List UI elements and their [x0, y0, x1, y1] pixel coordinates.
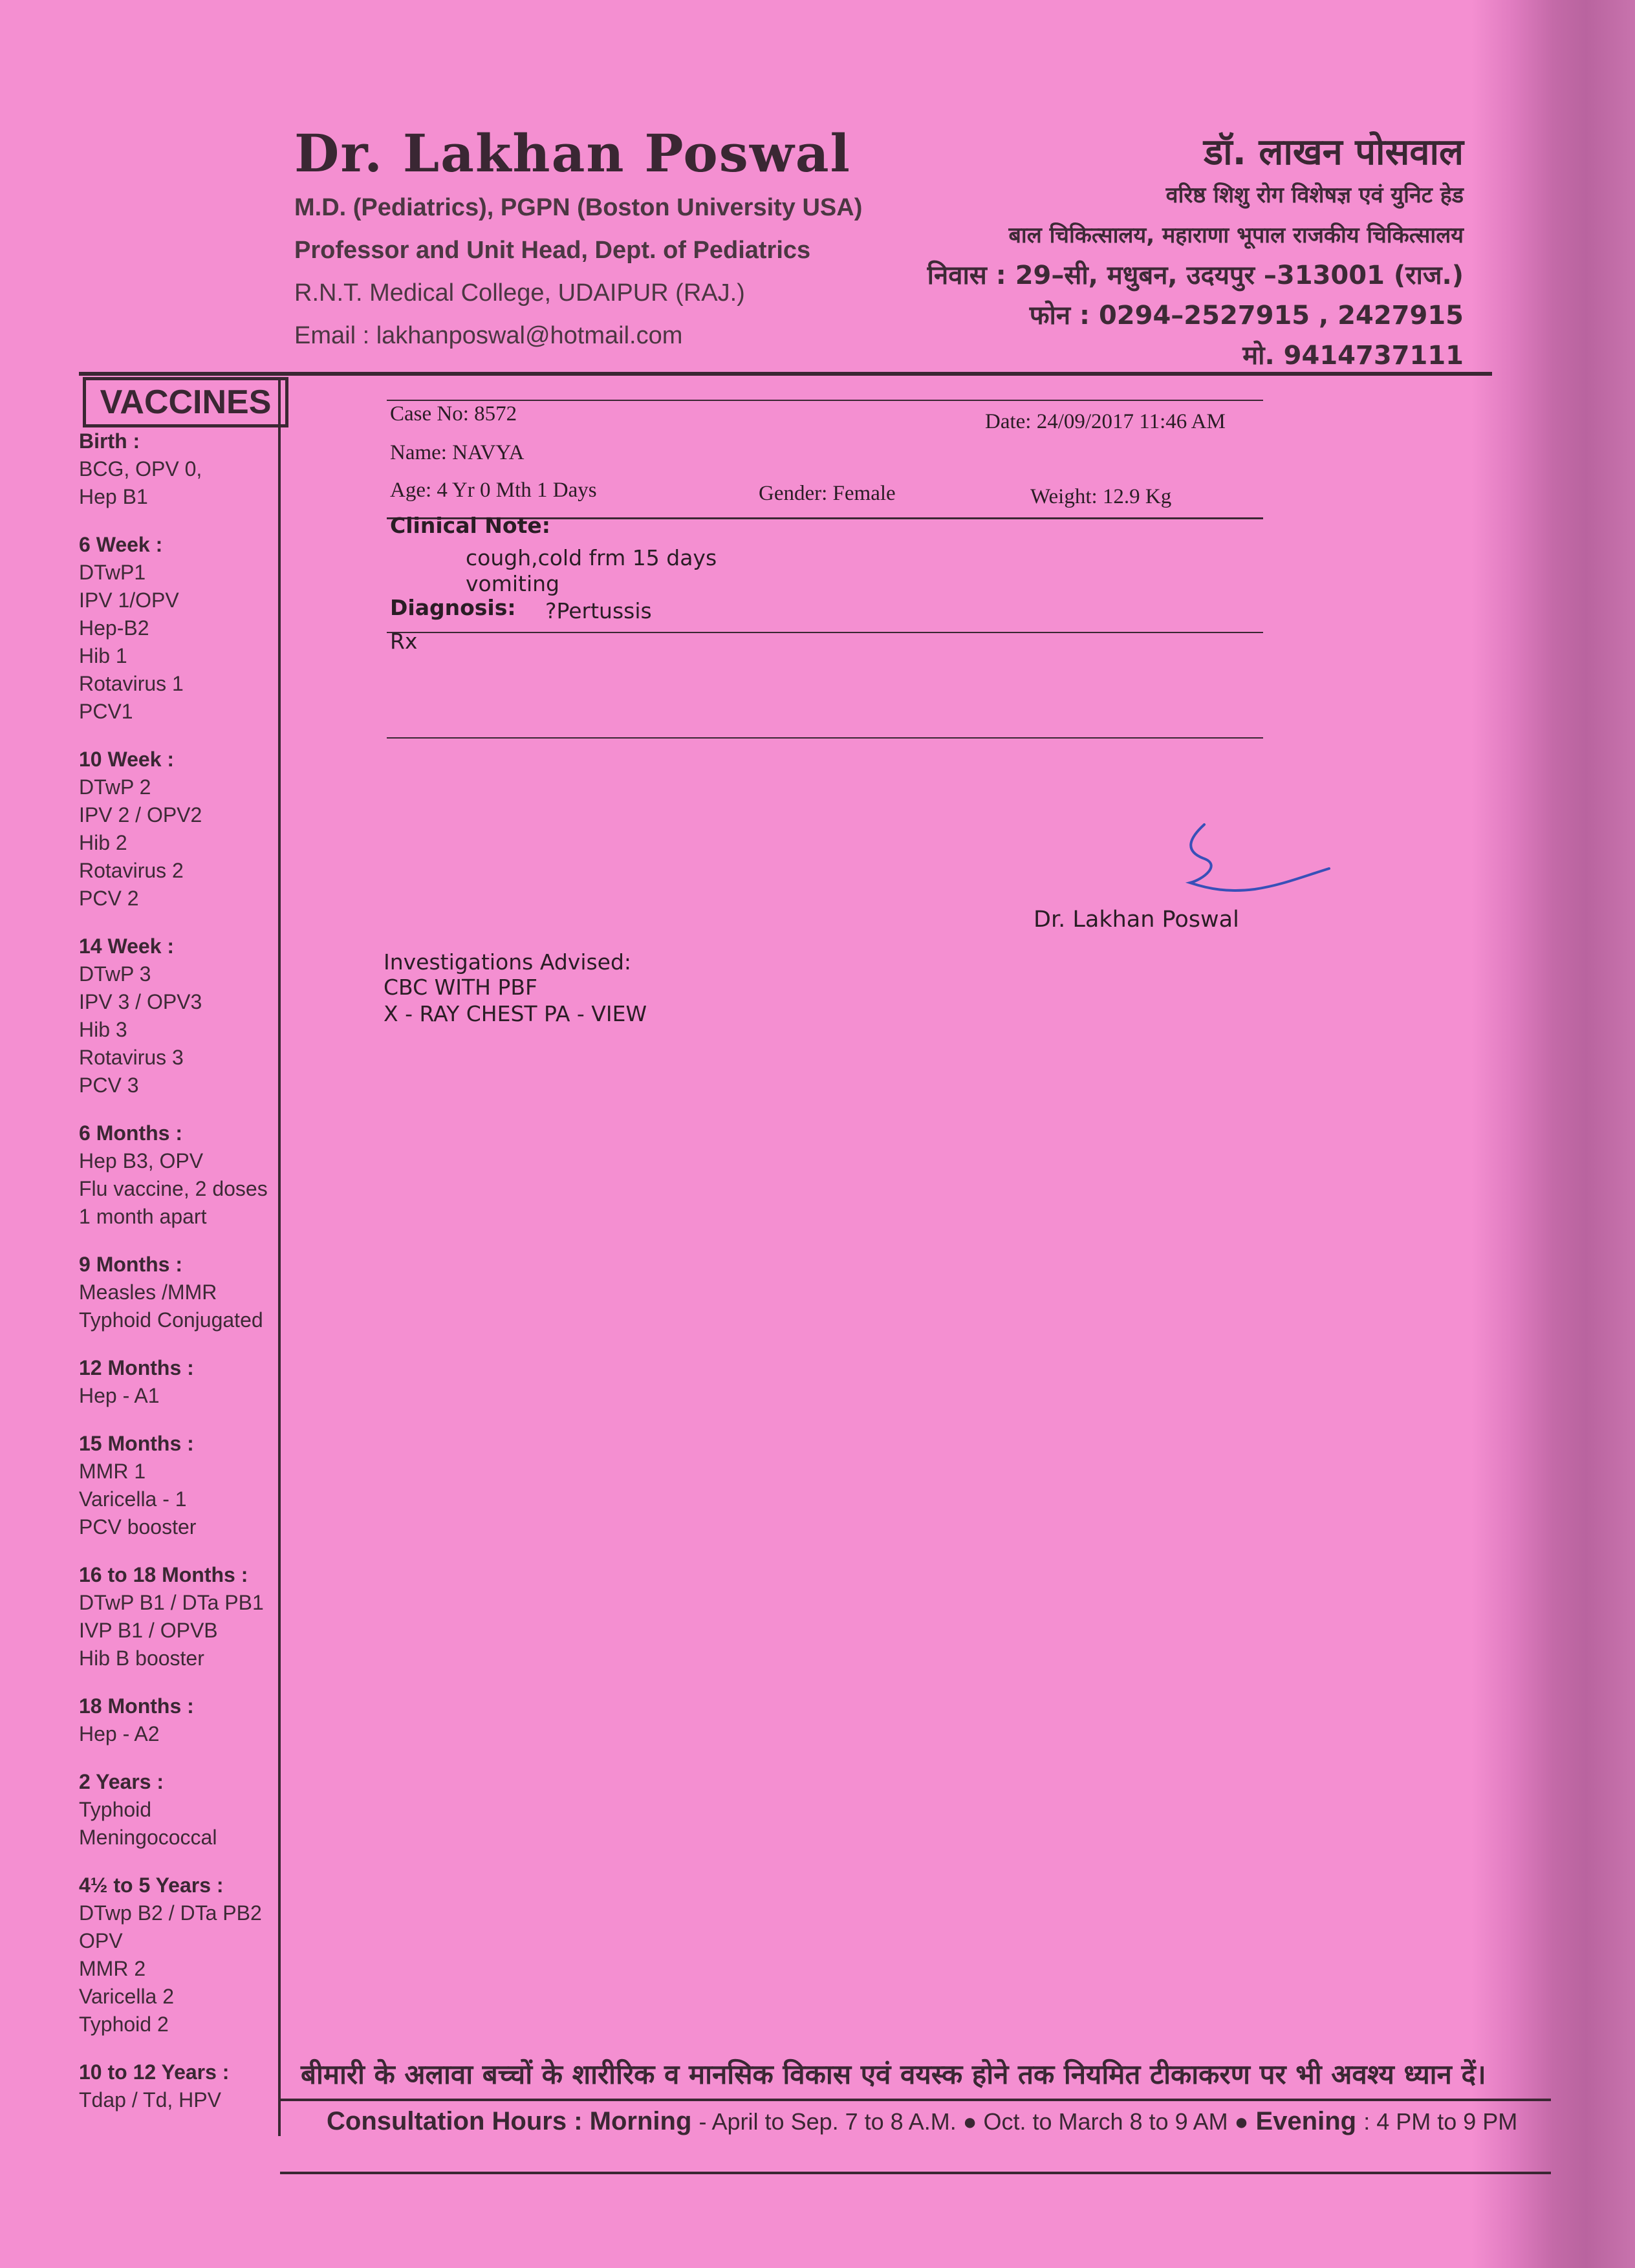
patient-name: Name: NAVYA: [390, 441, 525, 464]
vaccine-group-heading: 2 Years :: [79, 1770, 164, 1793]
hindi-designation: वरिष्ठ शिशु रोग विशेषज्ञ एवं युनिट हेड: [1165, 182, 1464, 208]
header-english: [294, 123, 862, 354]
morning-label: Morning: [589, 2107, 692, 2135]
vaccine-item: BCG, OPV 0,: [79, 457, 202, 481]
signature-name: Dr. Lakhan Poswal: [1034, 907, 1239, 933]
vaccine-item: PCV 2: [79, 887, 139, 910]
vaccine-item: DTwP B1 / DTa PB1: [79, 1591, 264, 1614]
vaccine-item: Rotavirus 3: [79, 1046, 184, 1069]
vaccine-group-heading: 6 Months :: [79, 1121, 182, 1145]
email: Email : lakhanposwal@hotmail.com: [294, 322, 683, 349]
diagnosis-value: ?Pertussis: [545, 598, 652, 623]
vaccine-group: [79, 1429, 286, 1541]
vaccine-item: PCV booster: [79, 1515, 197, 1539]
vaccine-item: Varicella - 1: [79, 1487, 187, 1511]
vaccine-group: [79, 1119, 286, 1231]
vaccine-group: [79, 1354, 286, 1410]
patient-top-rule: [387, 400, 1263, 401]
hours-label: Consultation Hours :: [327, 2107, 583, 2135]
vaccine-item: Hib 1: [79, 644, 127, 667]
vaccine-item: OPV: [79, 1929, 123, 1952]
vaccine-group: [79, 1692, 286, 1748]
vaccine-item: Typhoid: [79, 1798, 152, 1821]
doctor-name: Dr. Lakhan Poswal: [294, 123, 851, 184]
vaccine-group: [79, 1767, 286, 1852]
vaccine-item: Typhoid 2: [79, 2013, 169, 2036]
vaccine-group: [79, 1250, 286, 1334]
vaccine-item: Varicella 2: [79, 1985, 175, 2008]
vaccine-item: Flu vaccine, 2 doses: [79, 1177, 268, 1200]
header-hindi: [927, 126, 1464, 376]
vaccine-item: Hib 3: [79, 1018, 127, 1041]
morning-hours: - April to Sep. 7 to 8 A.M. ● Oct. to March 8 to 9 AM ●: [698, 2108, 1249, 2135]
vaccine-group: [79, 530, 286, 726]
investigation-item: CBC WITH PBF: [384, 975, 537, 1000]
patient-age: Age: 4 Yr 0 Mth 1 Days: [390, 479, 597, 502]
vaccine-group: [79, 745, 286, 913]
hindi-mobile: मो. 9414737111: [1242, 341, 1464, 371]
case-number: Case No: 8572: [390, 402, 517, 426]
evening-hours: : 4 PM to 9 PM: [1363, 2108, 1518, 2135]
vaccine-group: [79, 427, 286, 511]
vaccine-item: DTwP 3: [79, 962, 151, 986]
vaccine-group-heading: 10 Week :: [79, 748, 175, 771]
rx-bottom-rule: [387, 737, 1263, 739]
vaccine-item: Hep-B2: [79, 616, 149, 640]
rx-label: Rx: [390, 629, 418, 654]
vaccine-item: MMR 1: [79, 1460, 146, 1483]
vaccine-item: IPV 1/OPV: [79, 589, 179, 612]
patient-gender: Gender: Female: [759, 482, 896, 505]
footer-bottom-rule: [280, 2172, 1551, 2174]
vaccine-group-heading: 18 Months :: [79, 1694, 194, 1718]
vaccine-item: Hep B1: [79, 485, 148, 508]
vaccine-item: DTwP1: [79, 561, 146, 584]
vaccine-item: IPV 2 / OPV2: [79, 803, 202, 826]
vaccine-group-heading: 16 to 18 Months :: [79, 1563, 248, 1586]
vaccine-group-heading: 12 Months :: [79, 1356, 194, 1379]
vaccine-item: 1 month apart: [79, 1205, 207, 1228]
footer-top-rule: [280, 2099, 1551, 2101]
vaccine-item: Measles /MMR: [79, 1280, 217, 1304]
vaccine-item: Hib 2: [79, 831, 127, 854]
investigations-label: Investigations Advised:: [384, 949, 632, 975]
vaccine-group-heading: 14 Week :: [79, 934, 175, 958]
vaccine-item: DTwP 2: [79, 775, 151, 799]
header-divider: [79, 372, 1492, 376]
vaccine-item: Typhoid Conjugated: [79, 1308, 263, 1332]
vaccine-item: Hib B booster: [79, 1647, 204, 1670]
vaccine-group-heading: 15 Months :: [79, 1432, 194, 1455]
vaccine-item: Rotavirus 2: [79, 859, 184, 882]
vaccine-item: PCV1: [79, 700, 133, 723]
hindi-doctor-name: डॉ. लाखन पोसवाल: [1204, 131, 1464, 173]
vaccine-item: IVP B1 / OPVB: [79, 1619, 218, 1642]
vaccine-schedule: [79, 427, 286, 2133]
vaccine-group: [79, 2058, 286, 2114]
hindi-address: निवास : 29–सी, मधुबन, उदयपुर –313001 (राज.): [927, 261, 1464, 290]
vaccine-group-heading: 6 Week :: [79, 533, 163, 556]
vaccine-item: DTwp B2 / DTa PB2: [79, 1901, 262, 1925]
vaccine-group-heading: Birth :: [79, 429, 140, 453]
vaccine-group: [79, 932, 286, 1099]
vaccine-item: IPV 3 / OPV3: [79, 990, 202, 1013]
patient-weight: Weight: 12.9 Kg: [1030, 485, 1172, 508]
clinical-note-label: Clinical Note:: [390, 513, 550, 538]
college: R.N.T. Medical College, UDAIPUR (RAJ.): [294, 279, 745, 307]
vaccine-item: Rotavirus 1: [79, 672, 184, 695]
clinical-note-line: vomiting: [466, 571, 560, 596]
vaccine-item: MMR 2: [79, 1957, 146, 1980]
vaccine-group-heading: 9 Months :: [79, 1253, 182, 1276]
vaccine-item: Hep - A1: [79, 1384, 160, 1407]
investigation-item: X - RAY CHEST PA - VIEW: [384, 1001, 647, 1026]
vaccine-group: [79, 1871, 286, 2038]
qualification: M.D. (Pediatrics), PGPN (Boston University USA): [294, 194, 863, 221]
evening-label: Evening: [1255, 2107, 1357, 2135]
column-divider: [278, 377, 281, 2136]
hindi-hospital: बाल चिकित्सालय, महाराणा भूपाल राजकीय चिकित्सालय: [1008, 222, 1464, 248]
footer-hindi-note: बीमारी के अलावा बच्चों के शारीरिक व मानसिक विकास एवं वयस्क होने तक नियमित टीकाकरण पर भी अवश्य ध्यान दें।: [301, 2058, 1486, 2090]
visit-date: Date: 24/09/2017 11:46 AM: [985, 410, 1226, 433]
vaccine-item: Hep B3, OPV: [79, 1149, 204, 1172]
vaccine-item: Hep - A2: [79, 1722, 160, 1745]
clinical-note-line: cough,cold frm 15 days: [466, 545, 717, 570]
vaccine-item: Tdap / Td, HPV: [79, 2088, 221, 2111]
consultation-hours: [327, 2107, 1517, 2136]
vaccine-group-heading: 10 to 12 Years :: [79, 2060, 230, 2084]
vaccine-item: Meningococcal: [79, 1826, 217, 1849]
vaccines-title: VACCINES: [83, 377, 288, 427]
vaccine-item: PCV 3: [79, 1074, 139, 1097]
diagnosis-rule: [387, 632, 1263, 633]
vaccine-group: [79, 1561, 286, 1672]
vaccine-group-heading: 4½ to 5 Years :: [79, 1874, 224, 1897]
position: Professor and Unit Head, Dept. of Pediatrics: [294, 237, 811, 264]
hindi-phone: फोन : 0294–2527915 , 2427915: [1029, 301, 1464, 330]
diagnosis-label: Diagnosis:: [390, 595, 516, 620]
